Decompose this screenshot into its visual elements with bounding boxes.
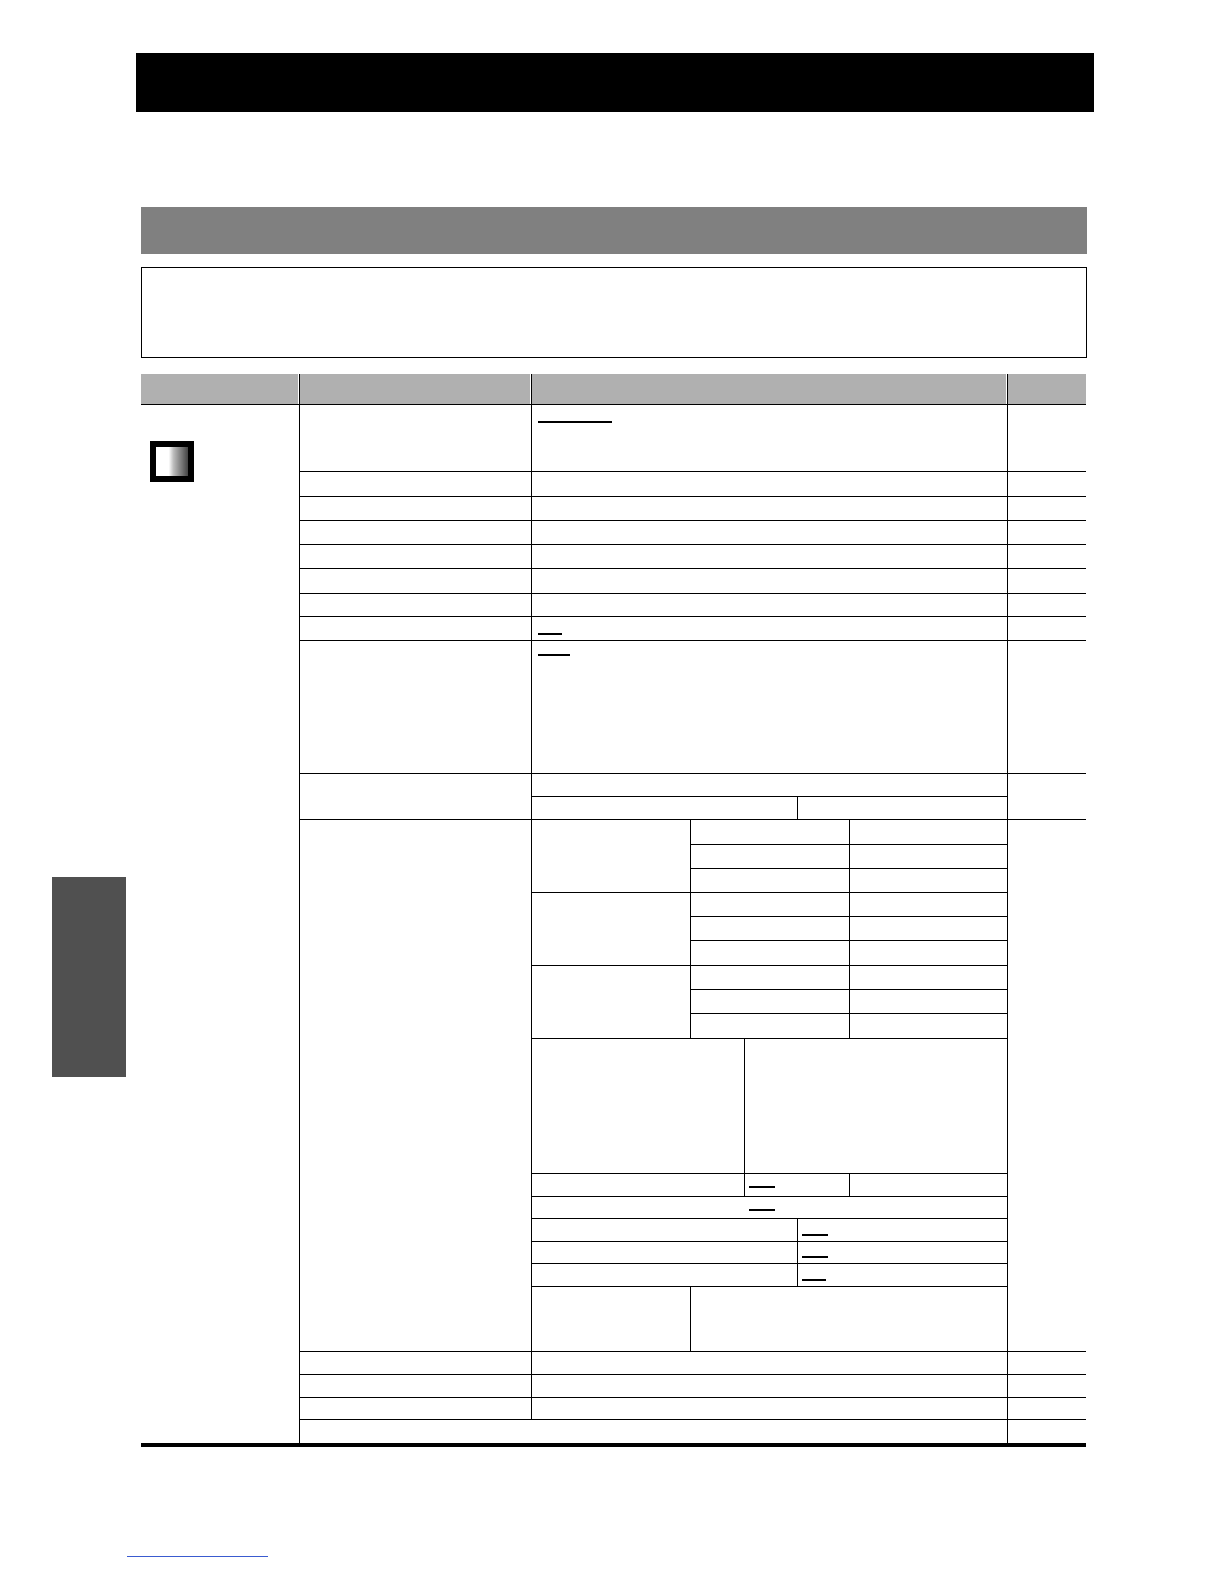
default-marker xyxy=(802,1234,828,1236)
table-rule xyxy=(300,544,1086,545)
table-rule xyxy=(532,892,690,893)
table-rule xyxy=(300,616,1086,617)
table-rule xyxy=(690,868,1007,869)
table-rule xyxy=(690,892,1007,893)
note-box xyxy=(141,267,1087,358)
table-rule xyxy=(300,520,1086,521)
table-rule xyxy=(532,1173,1007,1174)
table-rule xyxy=(1007,374,1008,1445)
table-rule xyxy=(690,844,1007,845)
page-title-bar xyxy=(136,53,1094,112)
default-marker xyxy=(749,1186,775,1188)
table-rule xyxy=(690,1286,691,1351)
table-rule xyxy=(532,1286,1007,1287)
table-rule xyxy=(532,1196,1007,1197)
default-marker xyxy=(538,421,612,423)
table-rule xyxy=(532,1263,1007,1264)
table-rule xyxy=(797,796,798,819)
table-rule xyxy=(532,1038,1007,1039)
footer-link[interactable] xyxy=(127,1556,268,1557)
table-rule xyxy=(849,819,850,1038)
section-heading-bar xyxy=(141,207,1087,254)
table-rule xyxy=(300,593,1086,594)
table-header-page xyxy=(1008,374,1086,404)
table-rule xyxy=(690,916,1007,917)
table-rule xyxy=(849,1173,850,1196)
table-rule xyxy=(300,1374,1086,1375)
default-marker xyxy=(802,1279,826,1281)
picture-menu-icon xyxy=(150,441,194,482)
table-rule xyxy=(300,1397,1086,1398)
table-rule xyxy=(797,1218,798,1286)
table-header-setting xyxy=(532,374,1006,404)
table-rule xyxy=(532,965,690,966)
bottom-rule xyxy=(141,1443,1086,1447)
table-rule xyxy=(300,1351,1086,1352)
table-rule xyxy=(690,1013,1007,1014)
table-rule xyxy=(532,1218,1007,1219)
table-rule xyxy=(300,496,1086,497)
table-rule xyxy=(532,1241,1007,1242)
table-rule xyxy=(532,796,1007,797)
table-rule xyxy=(690,819,691,1038)
table-rule xyxy=(300,819,1086,820)
default-marker xyxy=(749,1209,775,1211)
table-rule xyxy=(690,940,1007,941)
table-header-item xyxy=(300,374,530,404)
chapter-side-tab xyxy=(52,877,126,1077)
table-rule xyxy=(300,471,1086,472)
default-marker xyxy=(802,1256,828,1258)
table-rule xyxy=(300,640,1086,641)
table-header-menu xyxy=(141,374,298,404)
default-marker xyxy=(538,633,562,635)
table-rule xyxy=(300,773,1086,774)
default-marker xyxy=(538,654,570,656)
table-rule xyxy=(300,1419,1086,1420)
table-rule xyxy=(299,374,300,1445)
table-rule xyxy=(300,568,1086,569)
table-rule xyxy=(690,989,1007,990)
table-rule xyxy=(690,965,1007,966)
table-rule xyxy=(141,404,1086,405)
